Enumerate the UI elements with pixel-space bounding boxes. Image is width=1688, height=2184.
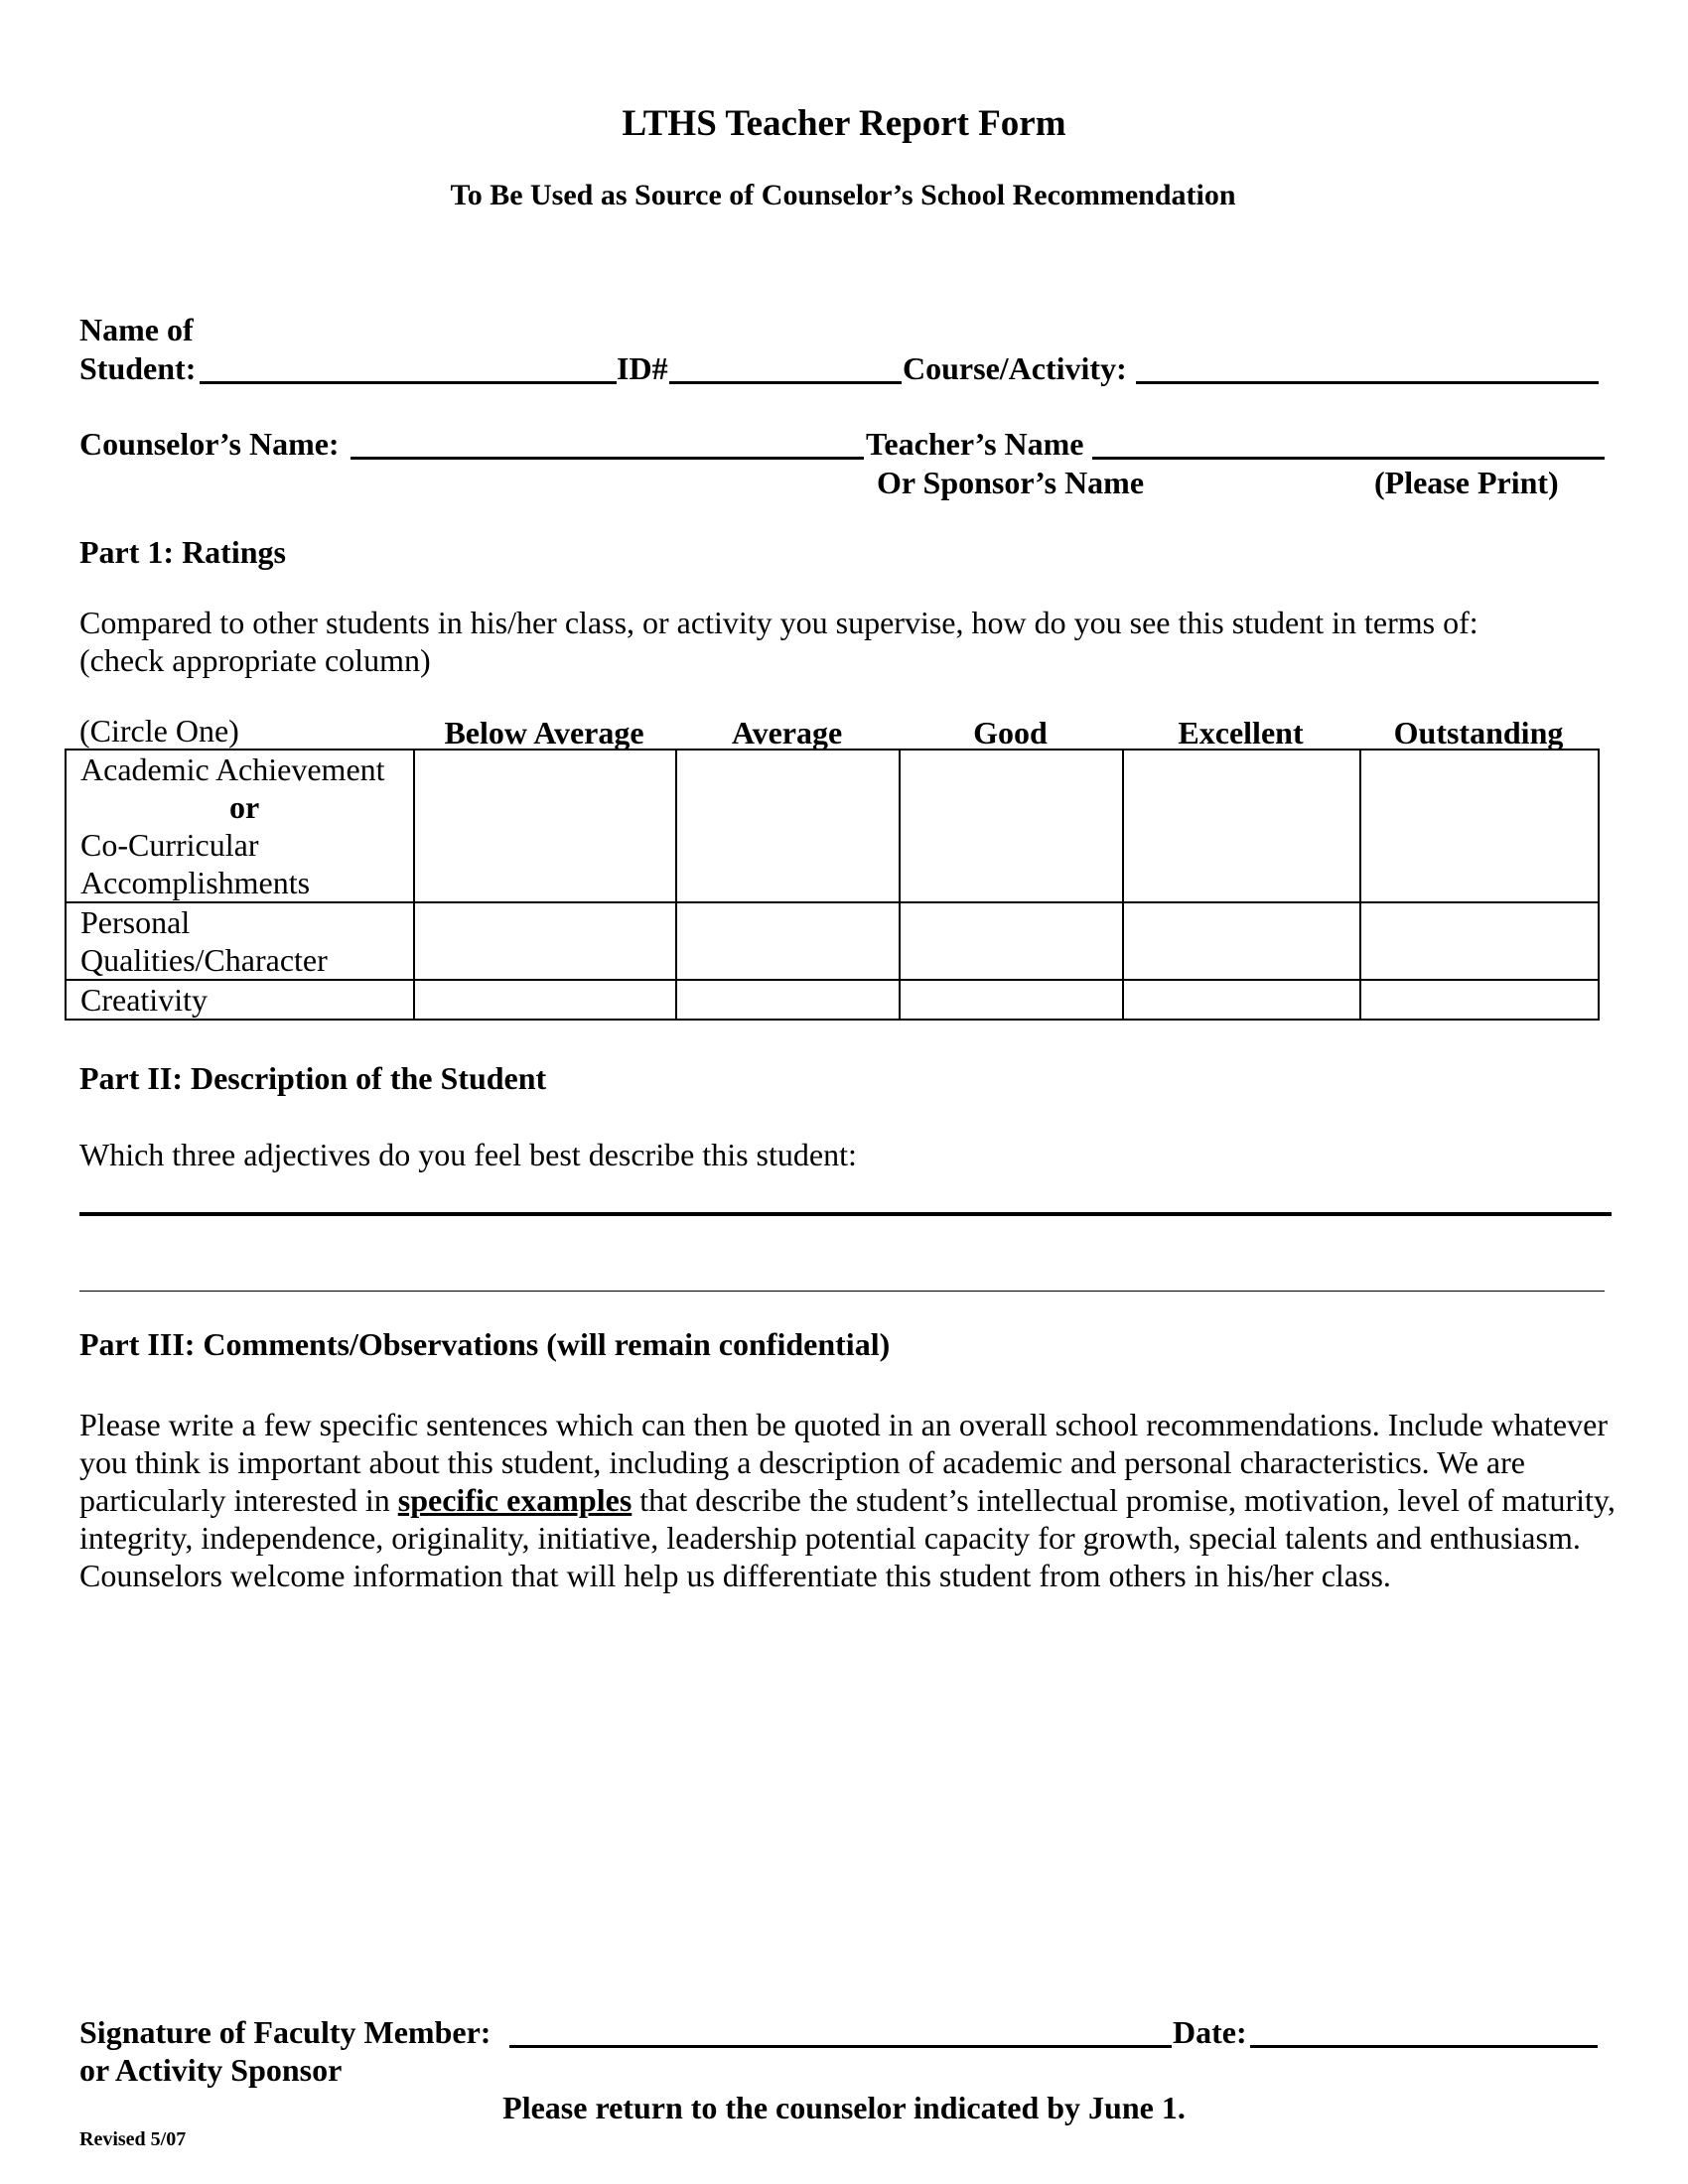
rating-cell[interactable] bbox=[676, 902, 900, 980]
rating-cell[interactable] bbox=[676, 980, 900, 1020]
rating-cell[interactable] bbox=[900, 750, 1123, 902]
adjectives-line-1[interactable] bbox=[79, 1212, 1612, 1216]
rating-cell[interactable] bbox=[1123, 980, 1360, 1020]
part1-intro-2: (check appropriate column) bbox=[79, 642, 431, 678]
page-title: LTHS Teacher Report Form bbox=[622, 103, 1066, 144]
date-label: Date: bbox=[1173, 2014, 1247, 2050]
rating-cell[interactable] bbox=[676, 750, 900, 902]
rating-cell[interactable] bbox=[1123, 750, 1360, 902]
rating-cell[interactable] bbox=[900, 902, 1123, 980]
counselor-label: Counselor’s Name: bbox=[79, 426, 340, 462]
row-label-personal bbox=[66, 902, 414, 980]
instructions-emphasis: specific examples bbox=[397, 1482, 633, 1518]
column-good: Good bbox=[973, 715, 1048, 751]
row-label-line: Academic Achievement bbox=[80, 751, 385, 787]
column-excellent: Excellent bbox=[1178, 715, 1304, 751]
circle-one-label: (Circle One) bbox=[79, 713, 239, 749]
rating-cell[interactable] bbox=[900, 980, 1123, 1020]
student-name-field[interactable] bbox=[200, 381, 617, 384]
column-average: Average bbox=[731, 715, 843, 751]
page-subtitle: To Be Used as Source of Counselor’s School Recommendation bbox=[450, 179, 1236, 211]
course-label: Course/Activity: bbox=[903, 350, 1127, 386]
instructions-text: that describe the student’s intellectual promise, motivation, level of maturity, integrity, independence, originality, initiative, leadership potential capacity for growth, special talents and enthusiasm. Counselors welcome information that will help us differentiate this student from others in his/her class. bbox=[79, 1482, 1616, 1593]
id-field[interactable] bbox=[669, 381, 902, 384]
teacher-field[interactable] bbox=[1092, 457, 1605, 460]
sponsor-label: Or Sponsor’s Name bbox=[877, 465, 1145, 500]
please-print-note: (Please Print) bbox=[1374, 465, 1559, 500]
column-below-average: Below Average bbox=[444, 715, 644, 751]
ratings-table bbox=[65, 749, 1600, 1021]
rating-cell[interactable] bbox=[414, 902, 676, 980]
rating-cell[interactable] bbox=[1360, 980, 1599, 1020]
part1-heading: Part 1: Ratings bbox=[79, 534, 286, 570]
signature-field[interactable] bbox=[509, 2045, 1172, 2048]
course-field[interactable] bbox=[1136, 381, 1599, 384]
revised-note: Revised 5/07 bbox=[79, 2128, 187, 2150]
table-row bbox=[66, 750, 1599, 902]
adjectives-line-2[interactable] bbox=[79, 1291, 1605, 1292]
signature-label-1: Signature of Faculty Member: bbox=[79, 2014, 492, 2050]
id-label: ID# bbox=[617, 350, 668, 386]
part2-heading: Part II: Description of the Student bbox=[79, 1060, 547, 1096]
row-label-academic bbox=[66, 750, 414, 902]
part1-intro-1: Compared to other students in his/her class, or activity you supervise, how do you see this student in terms of: bbox=[79, 605, 1478, 640]
row-label-line: Co-Curricular bbox=[80, 827, 259, 863]
rating-cell[interactable] bbox=[414, 980, 676, 1020]
column-outstanding: Outstanding bbox=[1393, 715, 1564, 751]
table-row bbox=[66, 902, 1599, 980]
teacher-label: Teacher’s Name bbox=[866, 426, 1084, 462]
row-label-line: or bbox=[229, 789, 260, 825]
rating-cell[interactable] bbox=[414, 750, 676, 902]
part3-instructions bbox=[79, 1406, 1648, 1594]
row-label-line: Personal bbox=[80, 904, 191, 940]
instructions-text: Please write a few specific sentences which can then be quoted in an overall school recommendations. Include whatever you think is important about this student, including a description of academic and personal characteristics. We are particularly interested in bbox=[79, 1407, 1608, 1518]
row-label-line: Accomplishments bbox=[80, 865, 311, 900]
rating-cell[interactable] bbox=[1360, 750, 1599, 902]
part3-heading: Part III: Comments/Observations (will remain confidential) bbox=[79, 1326, 891, 1362]
counselor-field[interactable] bbox=[351, 457, 864, 460]
student-name-label-2: Student: bbox=[79, 350, 197, 386]
table-row bbox=[66, 980, 1599, 1020]
return-note: Please return to the counselor indicated by June 1. bbox=[502, 2090, 1186, 2125]
date-field[interactable] bbox=[1250, 2045, 1598, 2048]
row-label-line: Qualities/Character bbox=[80, 942, 328, 978]
row-label-line: Creativity bbox=[80, 982, 208, 1018]
rating-cell[interactable] bbox=[1123, 902, 1360, 980]
rating-cell[interactable] bbox=[1360, 902, 1599, 980]
student-name-label-1: Name of bbox=[79, 312, 194, 347]
part2-question: Which three adjectives do you feel best describe this student: bbox=[79, 1137, 857, 1172]
row-label-creativity bbox=[66, 980, 414, 1020]
signature-label-2: or Activity Sponsor bbox=[79, 2052, 343, 2088]
